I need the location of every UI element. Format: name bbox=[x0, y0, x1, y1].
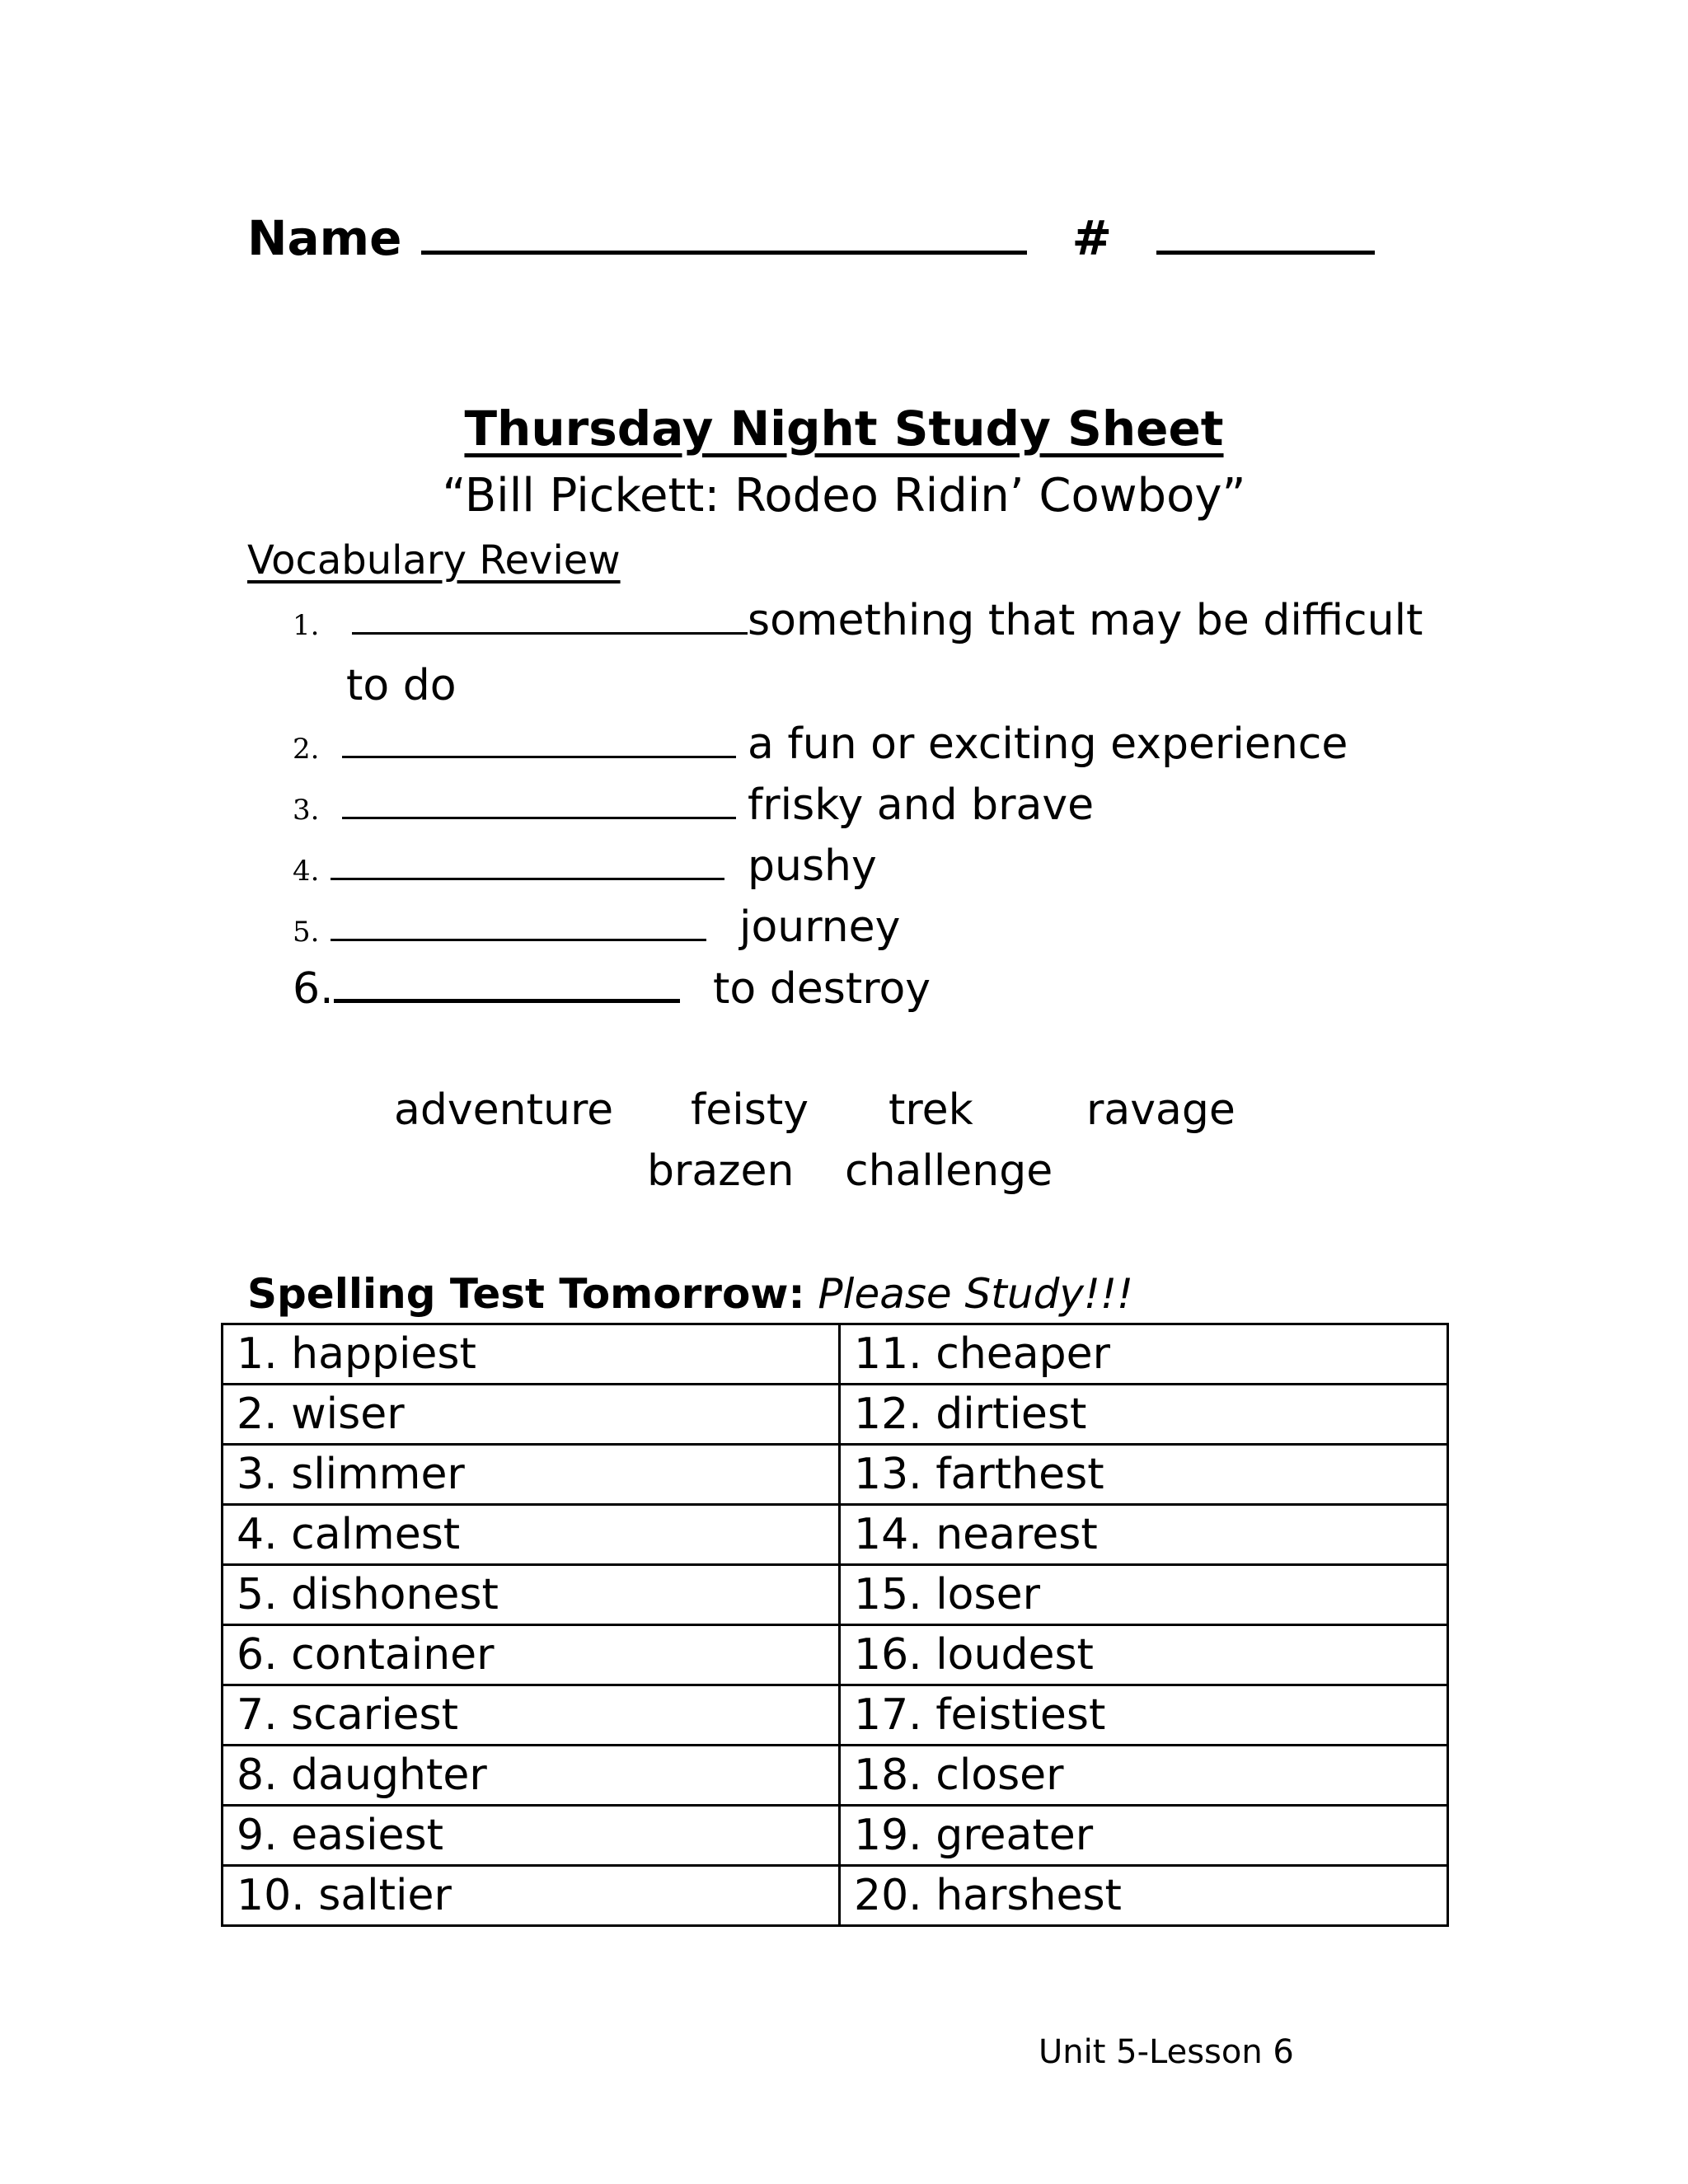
name-label: Name bbox=[247, 210, 402, 266]
table-row bbox=[223, 1324, 1448, 1385]
table-row bbox=[223, 1505, 1448, 1565]
spelling-heading-label: Spelling Test Tomorrow: bbox=[247, 1270, 805, 1318]
table-row bbox=[223, 1625, 1448, 1685]
vocab-item-4 bbox=[293, 836, 877, 902]
spelling-word-cell: 7. scariest bbox=[223, 1685, 840, 1746]
vocab-number: 2. bbox=[293, 733, 320, 766]
spelling-word-cell: 12. dirtiest bbox=[840, 1385, 1448, 1445]
word-bank-word: challenge bbox=[845, 1146, 1053, 1196]
spelling-word-cell: 5. dishonest bbox=[223, 1565, 840, 1625]
spelling-word-cell: 8. daughter bbox=[223, 1746, 840, 1806]
vocab-item-3 bbox=[293, 775, 1094, 841]
spelling-word-cell: 18. closer bbox=[840, 1746, 1448, 1806]
word-bank-word: feisty bbox=[691, 1085, 809, 1135]
vocab-number: 6. bbox=[293, 964, 334, 1014]
vocab-definition: pushy bbox=[748, 841, 877, 891]
vocab-item-2 bbox=[293, 714, 1348, 780]
spelling-word-cell: 19. greater bbox=[840, 1806, 1448, 1866]
spelling-word-cell: 10. saltier bbox=[223, 1866, 840, 1926]
answer-blank[interactable] bbox=[352, 591, 748, 635]
spelling-word-cell: 6. container bbox=[223, 1625, 840, 1685]
spelling-word-cell: 16. loudest bbox=[840, 1625, 1448, 1685]
vocab-item-5 bbox=[293, 897, 900, 963]
spelling-heading bbox=[247, 1265, 1133, 1323]
vocab-number: 1. bbox=[293, 609, 320, 642]
name-blank[interactable] bbox=[421, 204, 1027, 255]
spelling-note: Please Study!!! bbox=[818, 1270, 1134, 1318]
vocab-definition: frisky and brave bbox=[748, 780, 1095, 830]
word-bank-word: ravage bbox=[1086, 1085, 1236, 1135]
spelling-word-cell: 20. harshest bbox=[840, 1866, 1448, 1926]
answer-blank[interactable] bbox=[342, 715, 736, 758]
vocab-definition: a fun or exciting experience bbox=[748, 719, 1348, 769]
word-bank-word: adventure bbox=[394, 1085, 614, 1135]
number-blank[interactable] bbox=[1156, 204, 1375, 255]
vocab-definition-continuation: to do bbox=[346, 661, 457, 710]
word-bank-word: trek bbox=[889, 1085, 973, 1135]
spelling-word-cell: 3. slimmer bbox=[223, 1445, 840, 1505]
spelling-word-cell: 14. nearest bbox=[840, 1505, 1448, 1565]
name-field-row bbox=[247, 204, 1375, 271]
table-row bbox=[223, 1685, 1448, 1746]
vocab-number: 3. bbox=[293, 794, 320, 827]
table-row bbox=[223, 1806, 1448, 1866]
number-label: # bbox=[1071, 210, 1113, 266]
vocab-definition: something that may be difficult bbox=[748, 596, 1423, 645]
table-row bbox=[223, 1385, 1448, 1445]
word-bank-word: brazen bbox=[647, 1146, 795, 1196]
table-row bbox=[223, 1866, 1448, 1926]
spelling-word-cell: 9. easiest bbox=[223, 1806, 840, 1866]
answer-blank[interactable] bbox=[331, 837, 724, 880]
spelling-word-cell: 17. feistiest bbox=[840, 1685, 1448, 1746]
table-row bbox=[223, 1445, 1448, 1505]
vocab-number: 5. bbox=[293, 916, 320, 949]
lesson-footer: Unit 5-Lesson 6 bbox=[1039, 2033, 1294, 2071]
spelling-word-cell: 13. farthest bbox=[840, 1445, 1448, 1505]
spelling-word-cell: 15. loser bbox=[840, 1565, 1448, 1625]
answer-blank[interactable] bbox=[334, 958, 680, 1003]
vocab-definition: journey bbox=[739, 902, 901, 952]
story-title: “Bill Pickett: Rodeo Ridin’ Cowboy” bbox=[442, 469, 1246, 523]
table-row bbox=[223, 1746, 1448, 1806]
vocab-definition: to destroy bbox=[713, 964, 931, 1014]
page-title: Thursday Night Study Sheet bbox=[464, 401, 1224, 457]
spelling-word-cell: 1. happiest bbox=[223, 1324, 840, 1385]
vocabulary-heading: Vocabulary Review bbox=[247, 537, 621, 583]
spelling-word-cell: 11. cheaper bbox=[840, 1324, 1448, 1385]
spelling-word-cell: 4. calmest bbox=[223, 1505, 840, 1565]
spelling-word-cell: 2. wiser bbox=[223, 1385, 840, 1445]
table-row bbox=[223, 1565, 1448, 1625]
vocab-number: 4. bbox=[293, 855, 320, 888]
vocab-item-1 bbox=[293, 590, 1423, 656]
answer-blank[interactable] bbox=[342, 776, 736, 819]
spelling-table bbox=[221, 1323, 1449, 1927]
answer-blank[interactable] bbox=[331, 898, 706, 941]
vocab-item-6 bbox=[293, 958, 931, 1019]
